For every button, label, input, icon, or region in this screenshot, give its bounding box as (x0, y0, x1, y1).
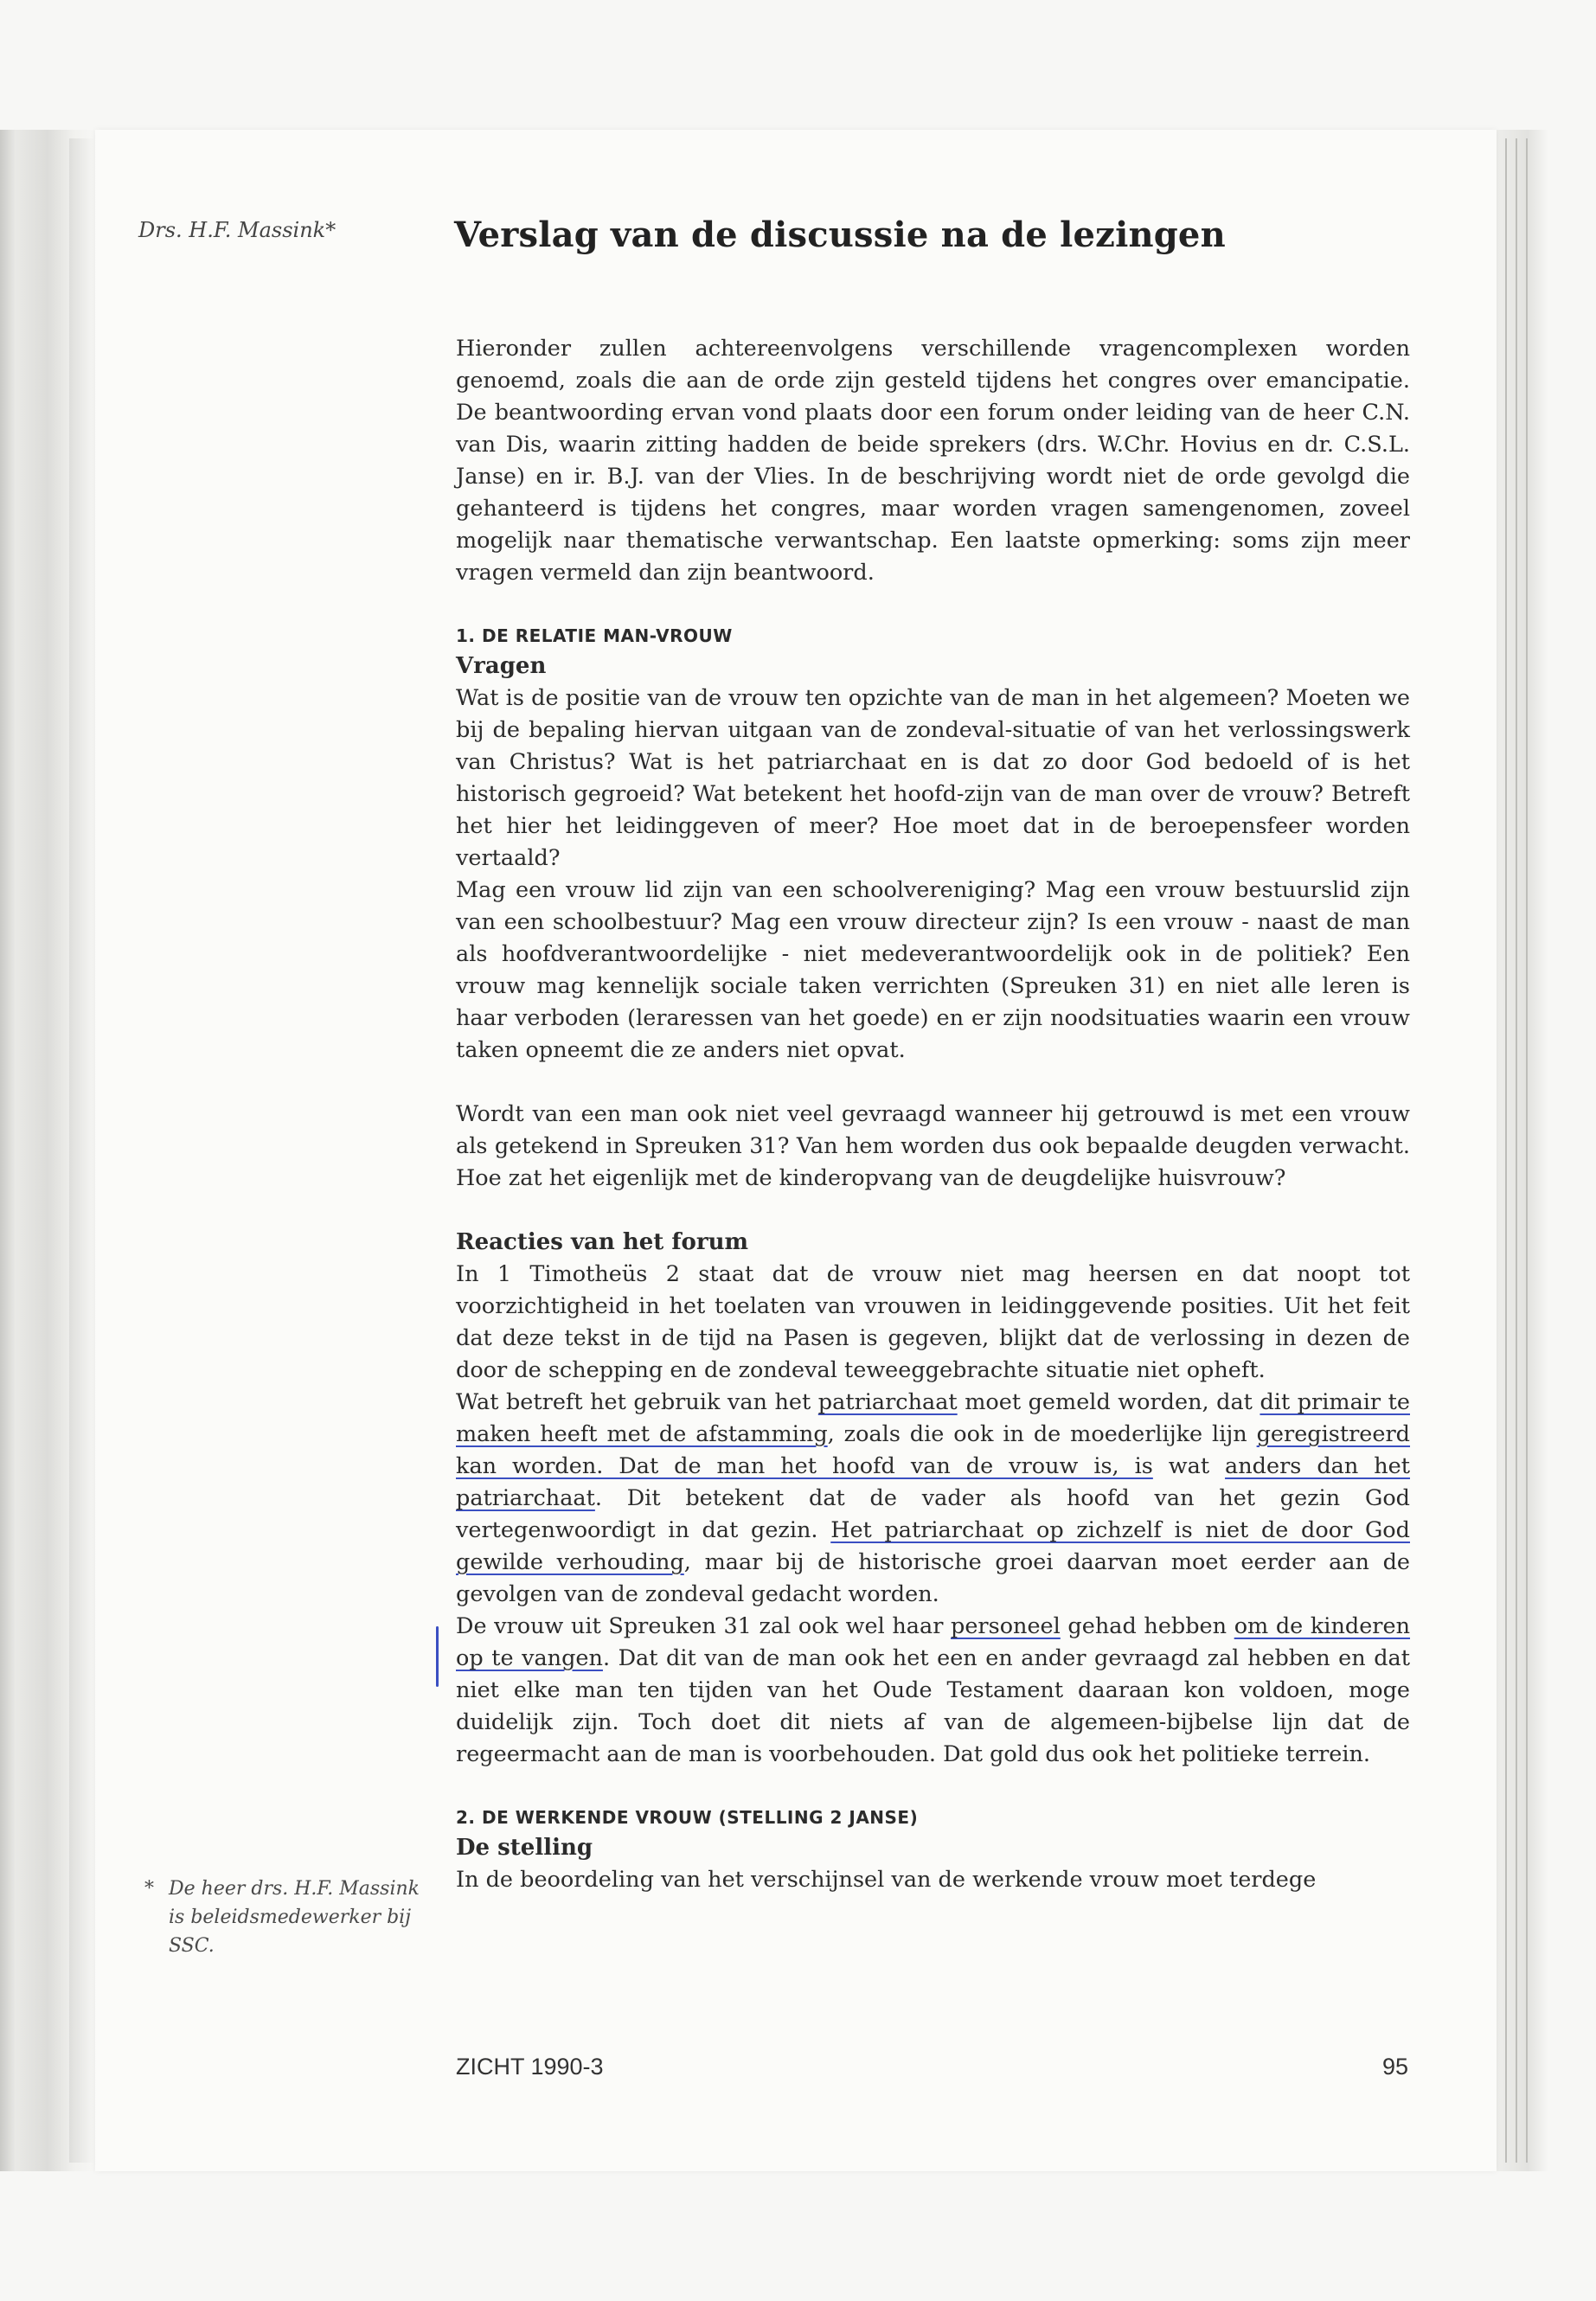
paragraph: Mag een vrouw lid zijn van een schoolvereniging? Mag een vrouw bestuurslid zijn van een schoolbestuur? Mag een vrouw directeur zijn? Is een vrouw - naast de man als hoofdverantwoordelijke - niet medeverantwoordelijk ook in de politiek? Een vrouw mag kennelijk sociale taken verrichten (Spreuken 31) en niet alle leren is haar verboden (leraressen van het goede) en er zijn noodsituaties waarin een vrouw taken opneemt die ze anders niet opvat. (456, 877, 1410, 1063)
handwritten-underline: om de kinderen op te vangen (456, 1613, 1411, 1671)
handwritten-underline: anders dan het patriarchaat (456, 1453, 1410, 1511)
author-byline: Drs. H.F. Massink* (138, 218, 337, 242)
footnote-text: De heer drs. H.F. Massink is beleidsmedewerker bij SSC. (169, 1878, 420, 1957)
text-run: De vrouw uit Spreuken 31 zal ook wel haar (456, 1613, 951, 1639)
paragraph: In 1 Timotheüs 2 staat dat de vrouw niet mag heersen en dat noopt tot voorzichtigheid in het toelaten van vrouwen in leidinggevende posities. Uit het feit dat deze tekst in de tijd na Pasen is gegeven, blijkt dat de verlossing in dezen de door de schepping en de zondeval teweeggebrachte situatie niet opheft. (456, 1261, 1410, 1383)
intro-paragraph: Hieronder zullen achtereenvolgens verschillende vragencomplexen worden genoemd, zoals die aan de orde zijn gesteld tijdens het congres over emancipatie. De beantwoording ervan vond plaats door een forum onder leiding van de heer C.N. van Dis, waarin zitting hadden de beide sprekers (drs. W.Chr. Hovius en dr. C.S.L. Janse) en ir. B.J. van der Vlies. In de beschrijving wordt niet de orde gevolgd die gehanteerd is tijdens het congres, maar worden vragen samengenomen, zoveel mogelijk naar thematische verwantschap. Een laatste opmerking: soms zijn meer vragen vermeld dan zijn beantwoord. (456, 336, 1410, 586)
annotated-paragraph (456, 1387, 1410, 1611)
handwritten-underline: geregistreerd kan worden. Dat de man het hoofd van de vrouw is, is (456, 1421, 1411, 1479)
text-run: . Dit betekent dat de vader als hoofd van het gezin God vertegenwoordigt in dat gezin. (456, 1485, 1410, 1543)
footnote-marker: * (144, 1878, 154, 1900)
page-stack-edge (1497, 130, 1548, 2171)
handwritten-margin-mark (436, 1626, 439, 1687)
annotated-paragraph (456, 1611, 1410, 1771)
handwritten-underline: Het patriarchaat op zichzelf is niet de door God gewilde verhouding (456, 1517, 1410, 1575)
page-number: 95 (1381, 2054, 1408, 2080)
text-run: Wat betreft het gebruik van het (456, 1389, 818, 1415)
text-run: . Dat dit van de man ook het een en ander gevraagd zal hebben en dat niet elke man ten tijden van het Oude Testament daaraan kon voldoen, moge duidelijk zijn. Toch doet dit niets af van de algemeen-bijbelse lijn dat de regeermacht aan de man is voorbehouden. Dat gold dus ook het politieke terrein. (456, 1645, 1410, 1767)
page-edge-line (1526, 138, 1528, 2163)
text-run: gehad hebben (1060, 1613, 1234, 1639)
spine-shadow (69, 138, 95, 2163)
text-run: wat (1152, 1453, 1226, 1479)
sub-heading: Vragen (456, 653, 547, 679)
handwritten-underline: personeel (951, 1613, 1061, 1639)
page-edge-line (1516, 138, 1517, 2163)
paragraph: In de beoordeling van het verschijnsel van de werkende vrouw moet terdege (456, 1867, 1317, 1893)
handwritten-underline: patriarchaat (817, 1389, 958, 1415)
paragraph: Wat is de positie van de vrouw ten opzichte van de man in het algemeen? Moeten we bij de bepaling hiervan uitgaan van de zondeval-situatie of van het verlossingswerk van Christus? Wat is het patriarchaat en is dat zo door God bedoeld of is het historisch gegroeid? Wat betekent het hoofd-zijn van de man over de vrouw? Betreft het hier het leidinggeven of meer? Hoe moet dat in de beroepensfeer worden vertaald? (456, 685, 1410, 871)
journal-issue: ZICHT 1990-3 (456, 2054, 604, 2080)
article-title: Verslag van de discussie na de lezingen (454, 215, 1226, 255)
handwritten-underline: dit primair te maken heeft met de afstamming (456, 1389, 1410, 1447)
text-run: , maar bij de historische groei daarvan moet eerder aan de gevolgen van de zondeval gedacht worden. (456, 1549, 1411, 1607)
paragraph: Wordt van een man ook niet veel gevraagd wanneer hij getrouwd is met een vrouw als getekend in Spreuken 31? Van hem worden dus ook bepaalde deugden verwacht. Hoe zat het eigenlijk met de kinderopvang van de deugdelijke huisvrouw? (456, 1101, 1410, 1191)
sub-heading: De stelling (456, 1835, 593, 1861)
sub-heading: Reacties van het forum (456, 1229, 748, 1255)
section-heading: 1. DE RELATIE MAN-VROUW (456, 625, 733, 646)
section-heading: 2. DE WERKENDE VROUW (STELLING 2 JANSE) (456, 1807, 919, 1828)
text-run: moet gemeld worden, dat (957, 1389, 1260, 1415)
footnote (144, 1875, 420, 1960)
page-edge-line (1505, 138, 1507, 2163)
text-run: , zoals die ook in de moederlijke lijn (827, 1421, 1257, 1447)
article-body (456, 333, 1410, 1896)
